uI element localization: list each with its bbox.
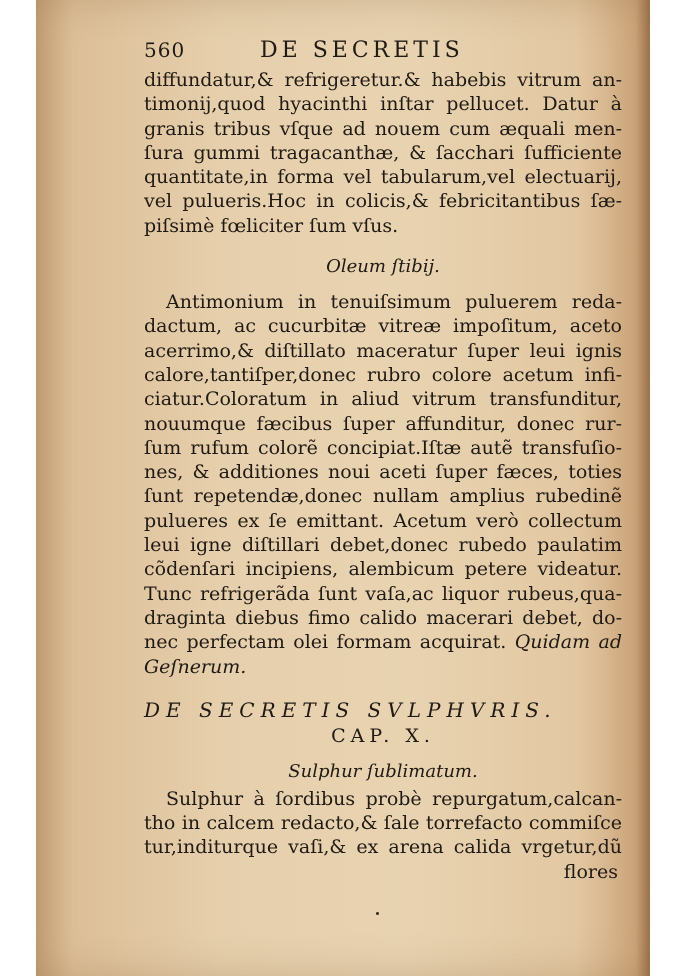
text-line: acerrimo,& diſtillato maceratur ſuper leui ignis xyxy=(144,339,622,362)
paragraph-antimony-glass xyxy=(144,68,622,238)
text-line: cõdenſari incipiens, alembicum petere videatur. xyxy=(144,558,622,581)
catchword: flores xyxy=(563,860,618,883)
ink-speck xyxy=(376,912,379,915)
scan-margin-right xyxy=(650,0,690,976)
page-number: 560 xyxy=(144,38,186,62)
text-line: tho in calcem redacto,& ſale torrefacto commiſce xyxy=(144,812,622,835)
scan-margin-left xyxy=(0,0,36,976)
chapter-number: CAP. X. xyxy=(331,724,435,747)
text-line: piſsimè fœliciter ſum vſus. xyxy=(144,214,399,237)
text-line: tur,inditurque vaſi,& ex arena calida vrgetur,dũ xyxy=(144,836,622,859)
page-text xyxy=(144,38,622,884)
text-line: pulueres ex ſe emittant. Acetum verò collectum xyxy=(144,509,622,532)
text-line: Tunc refrigerãda ſunt vaſa,ac liquor rubeus,qua- xyxy=(144,582,622,605)
text-line: ſum rufum colorẽ concipiat.Iſtæ autẽ transfuſio- xyxy=(144,436,622,459)
text-line: nes, & additiones noui aceti ſuper fæces, toties xyxy=(144,461,622,484)
text-line: nouumque fæcibus ſuper affunditur, donec rur- xyxy=(144,412,622,435)
text-line: ciatur.Coloratum in aliud vitrum transfunditur, xyxy=(144,388,622,411)
text-segment: nec perfectam olei formam acquirat. xyxy=(144,631,507,654)
text-line: calore,tantiſper,donec rubro colore acetum infi- xyxy=(144,363,622,386)
text-line: draginta diebus fimo calido macerari debet, do- xyxy=(144,606,622,629)
section-heading-sulphur-sublimatum: Sulphur ſublimatum. xyxy=(288,760,478,782)
paragraph-sulphur xyxy=(144,787,622,860)
text-line: timonij,quod hyacinthi inſtar pellucet. Datur à xyxy=(144,93,622,116)
text-line: granis tribus vſque ad nouem cum æquali men- xyxy=(144,117,622,140)
text-line: leui igne diſtillari debet,donec rubedo paulatim xyxy=(144,534,622,557)
running-head xyxy=(144,38,622,68)
text-line: Sulphur à ſordibus probè repurgatum,calcan- xyxy=(166,787,622,810)
text-line: Antimonium in tenuiſsimum puluerem reda- xyxy=(166,291,622,314)
attribution: Quidam ad xyxy=(514,631,622,654)
running-head-title: DE SECRETIS xyxy=(260,38,464,63)
text-line: ſura gummi tragacanthæ, & ſacchari ſufficiente xyxy=(144,141,622,164)
paragraph-oleum-stibij xyxy=(144,290,622,679)
attribution-tail: Geſnerum. xyxy=(144,655,247,678)
section-heading-oleum-stibij: Oleum ſtibij. xyxy=(326,256,440,278)
text-line: diffundatur,& refrigeretur.& habebis vitrum an- xyxy=(144,69,622,91)
text-line: dactum, ac cucurbitæ vitreæ impoſitum, aceto xyxy=(144,315,622,338)
chapter-title: DE SECRETIS SVLPHVRIS. xyxy=(144,697,557,722)
text-line: vel pulueris.Hoc in colicis,& febricitantibus ſæ- xyxy=(144,190,622,213)
text-line: ſunt repetendæ,donec nullam amplius rubedinẽ xyxy=(144,485,622,508)
text-line xyxy=(144,630,622,654)
text-line: quantitate,in forma vel tabularum,vel electuarij, xyxy=(144,166,622,189)
